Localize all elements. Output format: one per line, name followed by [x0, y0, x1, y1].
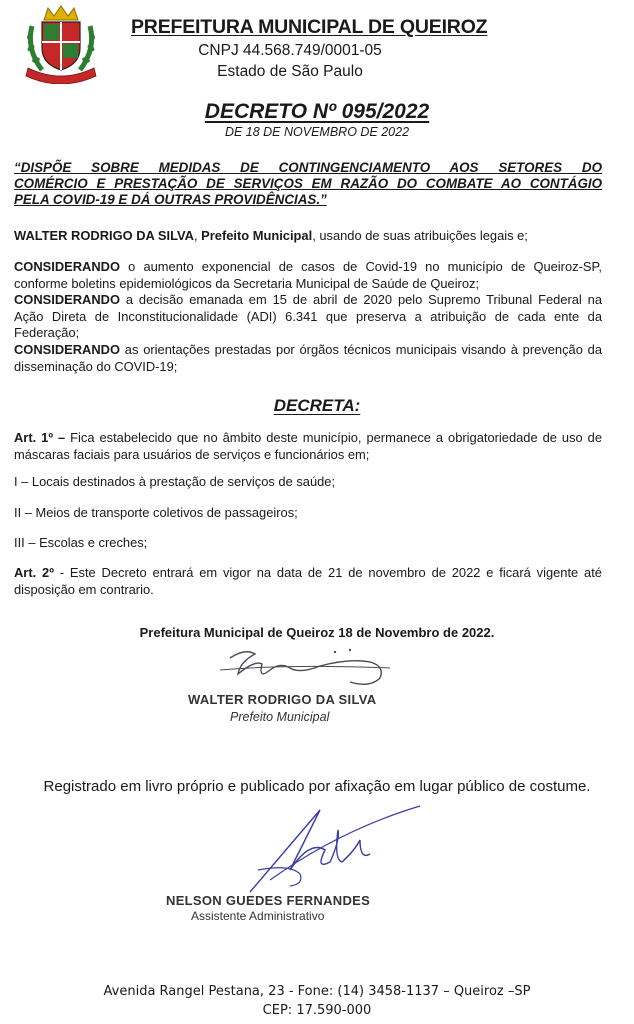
article-2-label: Art. 2º [14, 565, 54, 580]
assistant-signature-name: NELSON GUEDES FERNANDES [166, 893, 371, 908]
cnpj-line: CNPJ 44.568.749/0001-05 [198, 42, 382, 59]
considerando-1 [14, 259, 602, 292]
considerando-text: as orientações prestadas por órgãos técnicos municipais visando à prevenção da disseminação do COVID-19; [14, 341, 602, 374]
summary-line-1: “DISPÕE SOBRE MEDIDAS DE CONTINGENCIAMENTO AOS SETORES DO [14, 160, 602, 175]
list-item-2: II – Meios de transporte coletivos de passageiros; [14, 505, 298, 520]
article-2 [14, 565, 602, 598]
list-item-3: III – Escolas e creches; [14, 535, 148, 550]
place-and-date: Prefeitura Municipal de Queiroz 18 de Novembro de 2022. [139, 625, 495, 640]
registration-note: Registrado em livro próprio e publicado por afixação em lugar público de costume. [43, 778, 591, 795]
assistant-signature-scribble [230, 800, 430, 900]
municipal-crest-logo [22, 4, 100, 84]
mayor-signature-name: WALTER RODRIGO DA SILVA [188, 692, 377, 707]
mayor-role: Prefeito Municipal [201, 228, 313, 243]
considerando-2 [14, 292, 602, 342]
considerando-text: o aumento exponencial de casos de Covid-19 no município de Queiroz-SP, conforme boletins epidemiológicos da Secretaria Municipal de Saúde de Queiroz; [14, 259, 602, 291]
mayor-name: WALTER RODRIGO DA SILVA [14, 228, 194, 243]
preamble-separator: , [193, 228, 202, 243]
considerando-text: a decisão emanada em 15 de abril de 2020 pelo Supremo Tribunal Federal na Ação Direta de Inconstitucionalidade (ADI) 6.341 que preserva a atribuição de cada ente da Federação; [14, 292, 602, 341]
footer-address: Avenida Rangel Pestana, 23 - Fone: (14) 3458-1137 – Queiroz –SP [103, 984, 531, 999]
considerando-block [14, 259, 602, 375]
considerando-3 [14, 342, 602, 375]
footer-cep: CEP: 17.590-000 [262, 1003, 372, 1018]
considerando-label: CONSIDERANDO [14, 292, 120, 308]
preamble-text: , usando de suas atribuições legais e; [312, 228, 528, 243]
decree-title: DECRETO Nº 095/2022 [204, 100, 430, 123]
summary-line-3: PELA COVID-19 E DÁ OUTRAS PROVIDÊNCIAS.” [14, 192, 327, 207]
article-1 [14, 430, 602, 463]
assistant-signature-role: Assistente Administrativo [191, 909, 325, 923]
article-1-label: Art. 1º – [14, 430, 66, 445]
article-2-text: - Este Decreto entrará em vigor na data de 21 de novembro de 2022 e ficará vigente até disposição em contrario. [14, 565, 602, 597]
state-line: Estado de São Paulo [217, 63, 363, 80]
considerando-label: CONSIDERANDO [14, 341, 120, 357]
preamble-paragraph [14, 228, 602, 245]
article-1-text: Fica estabelecido que no âmbito deste município, permanece a obrigatoriedade de uso de máscaras faciais para usuários de serviços e funcionários em; [14, 430, 602, 462]
mayor-signature-scribble [200, 640, 410, 700]
municipality-title: PREFEITURA MUNICIPAL DE QUEIROZ [131, 16, 488, 38]
decreta-heading: DECRETA: [273, 396, 361, 415]
summary-line-2: COMÉRCIO E PRESTAÇÃO DE SERVIÇOS EM RAZÃO DO COMBATE AO CONTÁGIO [14, 176, 602, 191]
decree-date: DE 18 DE NOVEMBRO DE 2022 [224, 125, 410, 139]
mayor-signature-role: Prefeito Municipal [230, 710, 330, 724]
list-item-1: I – Locais destinados à prestação de serviços de saúde; [14, 474, 336, 489]
considerando-label: CONSIDERANDO [14, 259, 120, 274]
decree-summary [14, 160, 602, 208]
